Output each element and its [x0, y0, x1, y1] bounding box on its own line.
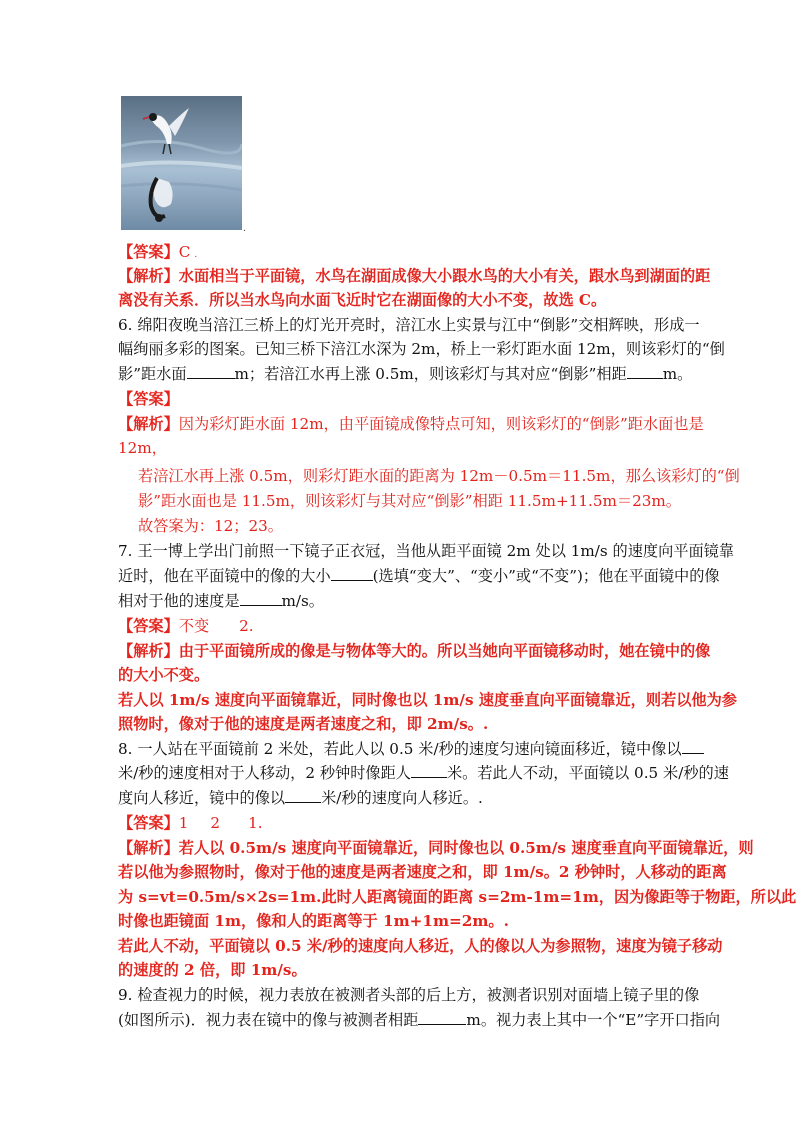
q8-blank-1[interactable]: [682, 739, 704, 754]
answer-value: C: [178, 243, 191, 261]
analysis-6-line4: 影”距水面也是 11.5m，则该彩灯与其对应“倒影”相距 11.5m+11.5m＝23m。: [138, 492, 681, 510]
q6-blank-2[interactable]: [627, 364, 663, 379]
q6-blank-1[interactable]: [187, 364, 235, 379]
question-8-line3: [118, 788, 483, 808]
question-7-line2: [118, 566, 720, 586]
q8-blank-2[interactable]: [411, 763, 447, 778]
q8-text-e: 米/秒的速度向人移近。.: [321, 789, 483, 807]
analysis-8-line4: 时像也距镜面 1m，像和人的距离等于 1m+1m=2m。.: [118, 912, 509, 930]
analysis-label: 【解析】: [118, 839, 179, 857]
analysis-6-line1: [118, 414, 704, 434]
q6-text-a: 影”距水面: [118, 365, 187, 383]
q6-text-c: m。: [662, 365, 693, 383]
analysis-text: 由于平面镜所成的像是与物体等大的。所以当她向平面镜移动时，她在镜中的像: [178, 642, 711, 660]
question-9-line2: [118, 1010, 720, 1030]
q8-text-d: 度向人移近，镜中的像以: [118, 789, 286, 807]
q6-text-b: m；若涪江水再上涨 0.5m，则该彩灯与其对应“倒影”相距: [234, 365, 627, 383]
question-6-line2: 幅绚丽多彩的图案。已知三桥下涪江水深为 2m，桥上一彩灯距水面 12m，则该彩灯的“倒: [118, 340, 725, 358]
analysis-6-line5: 故答案为：12；23。: [138, 517, 283, 535]
question-7-line3: [118, 591, 324, 611]
water-bird-illustration: [121, 96, 242, 230]
question-7-line1: 7. 王一博上学出门前照一下镜子正衣冠，当他从距平面镜 2m 处以 1m/s 的速度向平面镜靠: [118, 542, 735, 560]
answer-6: 【答案】: [118, 390, 179, 408]
q7-blank-2[interactable]: [240, 591, 282, 606]
q8-text-b: 米/秒的速度相对于人移动，2 秒钟时像距人: [118, 764, 411, 782]
answer-value-1: 1: [178, 814, 189, 832]
analysis-6-line2: 12m，: [118, 439, 167, 457]
q7-text-a: 近时，他在平面镜中的像的大小: [118, 567, 331, 585]
q7-text-c: 相对于他的速度是: [118, 592, 240, 610]
water-bird-photo: [121, 96, 242, 230]
q8-text-c: 米。若此人不动，平面镜以 0.5 米/秒的速: [446, 764, 729, 782]
question-9-line1: 9. 检查视力的时候，视力表放在被测者头部的后上方，被测者识别对面墙上镜子里的像: [118, 986, 700, 1004]
image-trailing-dot: .: [243, 224, 246, 234]
answer-label: 【答案】: [118, 243, 179, 261]
answer-value-2: 2: [210, 814, 221, 832]
question-6-line3: [118, 364, 692, 384]
answer-value-1: 不变: [178, 617, 210, 635]
q7-blank-1[interactable]: [331, 566, 373, 581]
question-8-line2: [118, 763, 729, 783]
analysis-7-line4: 照物时，像对于他的速度是两者速度之和，即 2m/s。.: [118, 715, 489, 733]
answer-label: 【答案】: [118, 814, 179, 832]
analysis-text: 因为彩灯距水面 12m，由平面镜成像特点可知，则该彩灯的“倒影”距水面也是: [178, 415, 704, 433]
analysis-text: 水面相当于平面镜，水鸟在湖面成像大小跟水鸟的大小有关，跟水鸟到湖面的距: [178, 267, 711, 285]
analysis-8-line3: 为 s=vt=0.5m/s×2s=1m.此时人距离镜面的距离 s=2m-1m=1m，因为像距等于物距，所以此: [118, 888, 797, 906]
answer-8: [118, 813, 263, 833]
q8-blank-3[interactable]: [285, 788, 321, 803]
q7-text-d: m/s。: [281, 592, 324, 610]
answer-trail: .: [194, 250, 198, 260]
q9-text-b: m。视力表上其中一个“E”字开口指向: [466, 1011, 721, 1029]
q9-blank-1[interactable]: [418, 1010, 466, 1025]
analysis-8-line6: 的速度的 2 倍，即 1m/s。: [118, 961, 307, 979]
answer-value-3: 1.: [248, 814, 263, 832]
analysis-label: 【解析】: [118, 267, 179, 285]
analysis-6-line3: 若涪江水再上涨 0.5m，则彩灯距水面的距离为 12m－0.5m＝11.5m，那么该彩灯的“倒: [138, 467, 740, 485]
analysis-text: 若人以 0.5m/s 速度向平面镜靠近，同时像也以 0.5m/s 速度垂直向平面镜靠近，则: [178, 839, 754, 857]
answer-7: [118, 616, 254, 636]
analysis-7-line3: 若人以 1m/s 速度向平面镜靠近，同时像也以 1m/s 速度垂直向平面镜靠近，则若以他为参: [118, 691, 737, 709]
answer-value-2: 2.: [239, 617, 254, 635]
q8-text-a: 8. 一人站在平面镜前 2 米处，若此人以 0.5 米/秒的速度匀速向镜面移近，镜中像以: [118, 740, 682, 758]
question-6-line1: 6. 绵阳夜晚当涪江三桥上的灯光开亮时，涪江水上实景与江中“倒影”交相辉映，形成一: [118, 316, 700, 334]
answer-5: [118, 242, 197, 265]
q9-text-a: (如图所示)．视力表在镜中的像与被测者相距: [118, 1011, 419, 1029]
question-8-line1: [118, 739, 704, 759]
analysis-8-line2: 若以他为参照物时，像对于他的速度是两者速度之和，即 1m/s。2 秒钟时，人移动的距离: [118, 863, 727, 881]
q7-text-b: (选填“变大”、“变小”或“不变”)；他在平面镜中的像: [372, 567, 720, 585]
answer-label: 【答案】: [118, 617, 179, 635]
analysis-7-line1: [118, 641, 710, 661]
analysis-label: 【解析】: [118, 642, 179, 660]
analysis-8-line5: 若此人不动，平面镜以 0.5 米/秒的速度向人移近，人的像以人为参照物，速度为镜子移动: [118, 937, 723, 955]
analysis-7-line2: 的大小不变。: [118, 666, 210, 684]
analysis-5-line1: [118, 266, 710, 286]
analysis-8-line1: [118, 838, 754, 858]
analysis-5-line2: 离没有关系．所以当水鸟向水面飞近时它在湖面像的大小不变，故选 C。: [118, 291, 607, 309]
analysis-label: 【解析】: [118, 415, 179, 433]
